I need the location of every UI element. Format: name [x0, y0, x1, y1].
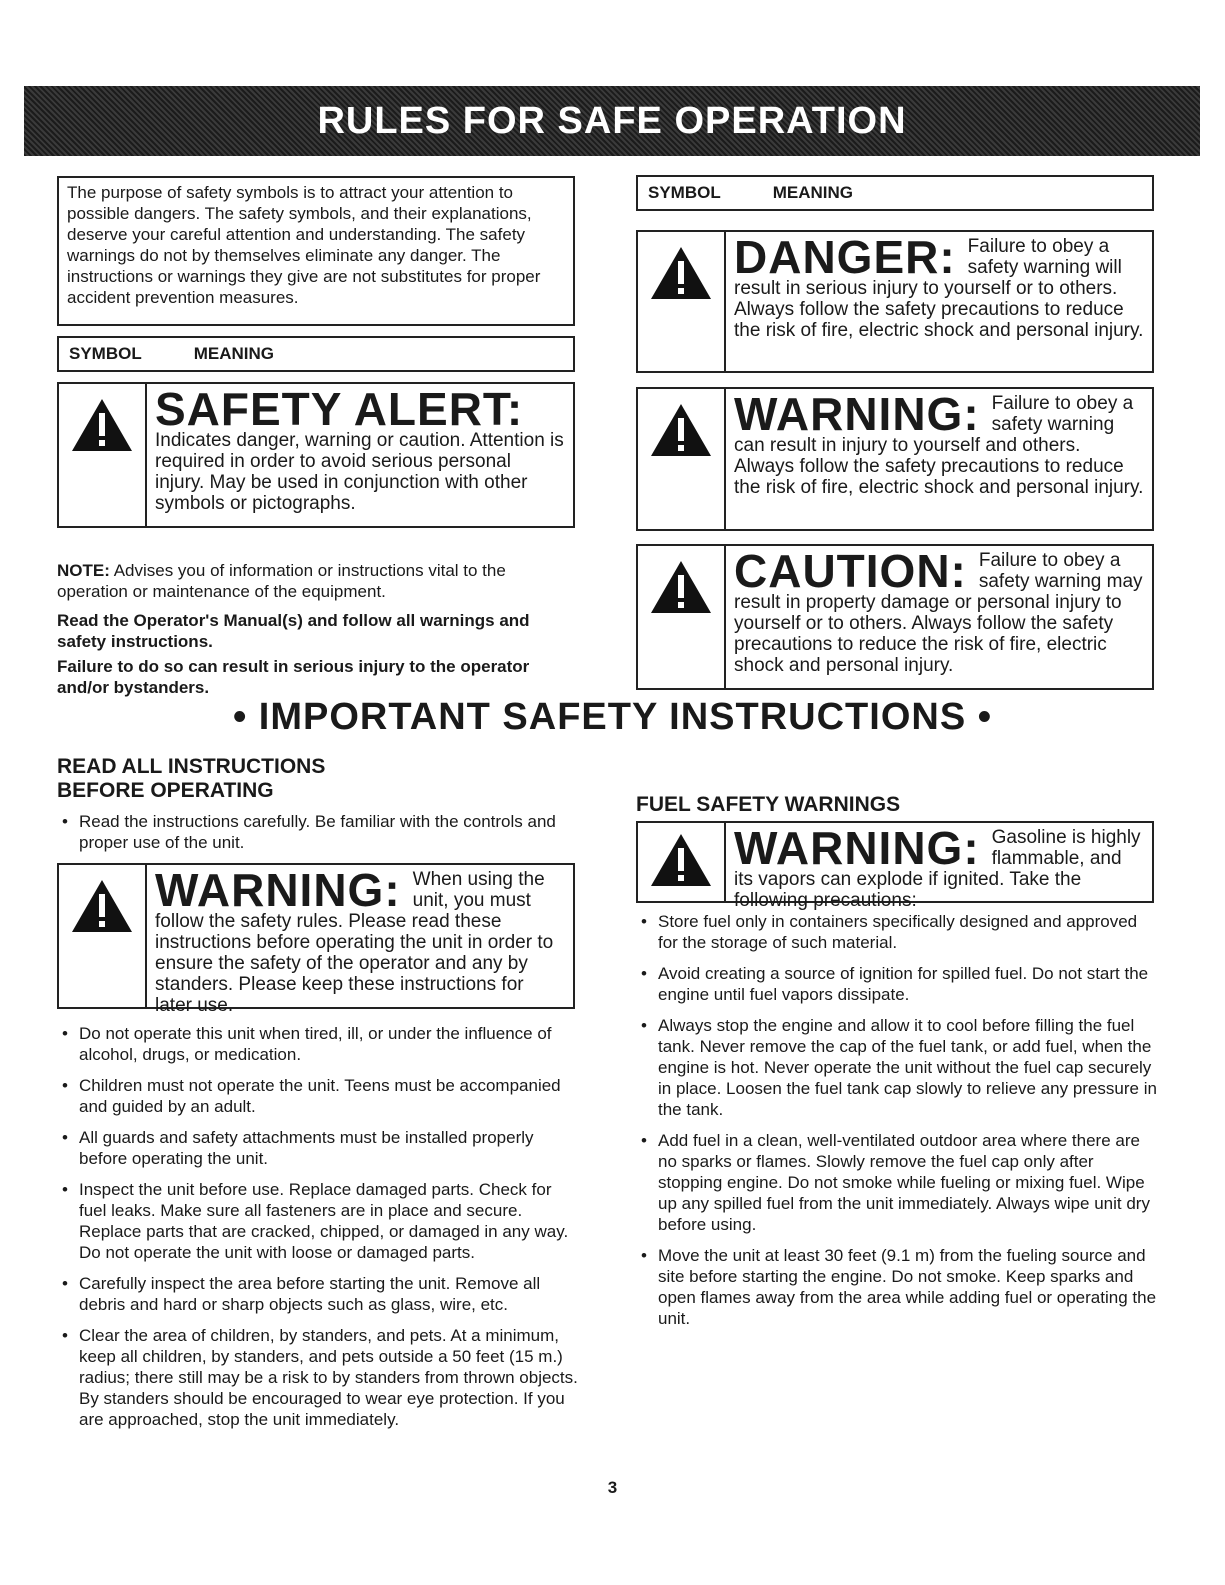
list-item: • Clear the area of children, by standers, and pets. At a minimum, keep all children, by standers, and pets outside a 50 feet (15 m.) radius; there still may be a risk to by standers from thrown objects. By standers should be encouraged to wear eye protection. If you are approached, stop the unit immediately.: [57, 1325, 582, 1430]
left-warning-description: When using the unit, you must follow the safety rules. Please read these instructions before operating the unit in order to ensure the safety of the operator and any by standers. Please keep these instructions for later use.: [155, 869, 554, 1016]
danger-description: Failure to obey a safety warning will result in serious injury to yourself or to others. Always follow the safety precautions to reduce the risk of fire, electric shock and personal injury.: [734, 236, 1144, 341]
left-warning-text: [147, 864, 573, 1016]
fuel-warning-description: Gasoline is highly flammable, and its vapors can explode if ignited. Take the following precautions:: [734, 827, 1141, 911]
list-item: • Store fuel only in containers specifically designed and approved for the storage of such material.: [636, 911, 1161, 953]
caution-icon-cell: [638, 546, 726, 688]
section-banner: [24, 86, 1200, 156]
warning-row: [636, 387, 1154, 531]
left-intro-list: [57, 811, 582, 853]
left-warning-icon-cell: [59, 865, 147, 1007]
fuel-warning-box: [636, 821, 1154, 911]
list-item: • Do not operate this unit when tired, ill, or under the influence of alcohol, drugs, or medication.: [57, 1023, 582, 1065]
warning-text: [726, 389, 1152, 529]
caution-description: Failure to obey a safety warning may result in property damage or personal injury to yourself or to others. Always follow the safety precautions to reduce the risk of fire, electric shock and personal injury.: [734, 550, 1143, 676]
list-item: • All guards and safety attachments must be installed properly before operating the unit.: [57, 1127, 582, 1169]
symbol-column-label: SYMBOL: [69, 344, 142, 363]
banner-title: RULES FOR SAFE OPERATION: [317, 99, 907, 142]
left-heading-line2: BEFORE OPERATING: [57, 779, 274, 802]
meaning-column-label: MEANING: [193, 344, 275, 363]
symbol-header-left: [57, 336, 575, 372]
list-item: • Children must not operate the unit. Teens must be accompanied and guided by an adult.: [57, 1075, 582, 1117]
caution-row: [636, 544, 1154, 690]
warning-word: WARNING:: [734, 388, 980, 440]
left-heading-line1: READ ALL INSTRUCTIONS: [57, 755, 326, 778]
list-item: • Avoid creating a source of ignition for spilled fuel. Do not start the engine until fuel vapors dissipate.: [636, 963, 1161, 1005]
left-bullet-list: [57, 1023, 582, 1430]
warning-triangle-icon: [648, 831, 714, 889]
warning-triangle-icon: [648, 244, 714, 302]
important-safety-heading: • IMPORTANT SAFETY INSTRUCTIONS •: [232, 696, 993, 738]
caution-text: [726, 546, 1152, 688]
warning-triangle-icon: [648, 401, 714, 459]
intro-box: [57, 176, 575, 326]
safety-alert-icon-cell: [59, 384, 147, 526]
right-heading: FUEL SAFETY WARNINGS: [636, 793, 901, 816]
danger-text: [726, 232, 1152, 371]
fuel-bullet-list: [636, 911, 1161, 1329]
safety-alert-text: [147, 384, 573, 526]
symbol-header-right: [636, 175, 1154, 211]
fuel-warning-text: [726, 822, 1152, 911]
intro-text: The purpose of safety symbols is to attract your attention to possible dangers. The safety symbols, and their explanations, deserve your careful attention and understanding. The safety warnings do not by themselves eliminate any danger. The instructions or warnings they give are not substitutes for proper accident prevention measures.: [67, 183, 541, 307]
left-column: [57, 755, 582, 1440]
left-warning-box: [57, 863, 575, 1016]
list-item: • Always stop the engine and allow it to cool before filling the fuel tank. Never remove the cap of the fuel tank, or add fuel, when the engine is hot. Never operate the unit without the fuel cap securely in place. Loosen the fuel tank cap slowly to relieve any pressure in the tank.: [636, 1015, 1161, 1120]
safety-alert-row: [57, 382, 575, 528]
read-manual-text: Read the Operator's Manual(s) and follow all warnings and safety instructions.: [57, 611, 530, 651]
symbol-column-label: SYMBOL: [648, 183, 721, 202]
warning-icon-cell: [638, 389, 726, 529]
warning-description: Failure to obey a safety warning can result in injury to yourself and others. Always follow the safety precautions to reduce the risk of fire, electric shock and personal injury.: [734, 393, 1144, 498]
danger-icon-cell: [638, 232, 726, 371]
list-item: • Move the unit at least 30 feet (9.1 m) from the fueling source and site before starting the engine. Do not smoke. Keep sparks and open flames away from the area while adding fuel or operating the unit.: [636, 1245, 1161, 1329]
safety-alert-word: SAFETY ALERT:: [155, 383, 524, 435]
right-column: [636, 793, 1161, 1339]
warning-triangle-icon: [69, 877, 135, 935]
fuel-warning-icon-cell: [638, 823, 726, 901]
left-warning-word: WARNING:: [155, 864, 401, 916]
warning-triangle-icon: [69, 396, 135, 454]
note-paragraph: [57, 560, 577, 602]
note-label: NOTE:: [57, 561, 110, 580]
meaning-column-label: MEANING: [772, 183, 854, 202]
list-item: • Add fuel in a clean, well-ventilated outdoor area where there are no sparks or flames. Slowly remove the fuel cap only after stopping engine. Do not smoke while fueling or mixing fuel. Wipe up any spilled fuel from the unit immediately. Always wipe unit dry before using.: [636, 1130, 1161, 1235]
danger-word: DANGER:: [734, 231, 956, 283]
list-item: • Read the instructions carefully. Be familiar with the controls and proper use of the unit.: [57, 811, 582, 853]
warning-triangle-icon: [648, 558, 714, 616]
page-number: 3: [607, 1478, 618, 1497]
caution-word: CAUTION:: [734, 545, 967, 597]
list-item: • Inspect the unit before use. Replace damaged parts. Check for fuel leaks. Make sure all fasteners are in place and secure. Replace parts that are cracked, chipped, or damaged in any way. Do not operate the unit with loose or damaged parts.: [57, 1179, 582, 1263]
note-text: Advises you of information or instructions vital to the operation or maintenance of the equipment.: [57, 561, 506, 601]
fuel-warning-word: WARNING:: [734, 822, 980, 874]
danger-row: [636, 230, 1154, 373]
failure-text: Failure to do so can result in serious injury to the operator and/or bystanders.: [57, 657, 530, 697]
safety-alert-description: Indicates danger, warning or caution. Attention is required in order to avoid serious personal injury. May be used in conjunction with other symbols or pictographs.: [155, 430, 564, 514]
list-item: • Carefully inspect the area before starting the unit. Remove all debris and hard or sharp objects such as glass, wire, etc.: [57, 1273, 582, 1315]
note-section: [57, 560, 577, 698]
